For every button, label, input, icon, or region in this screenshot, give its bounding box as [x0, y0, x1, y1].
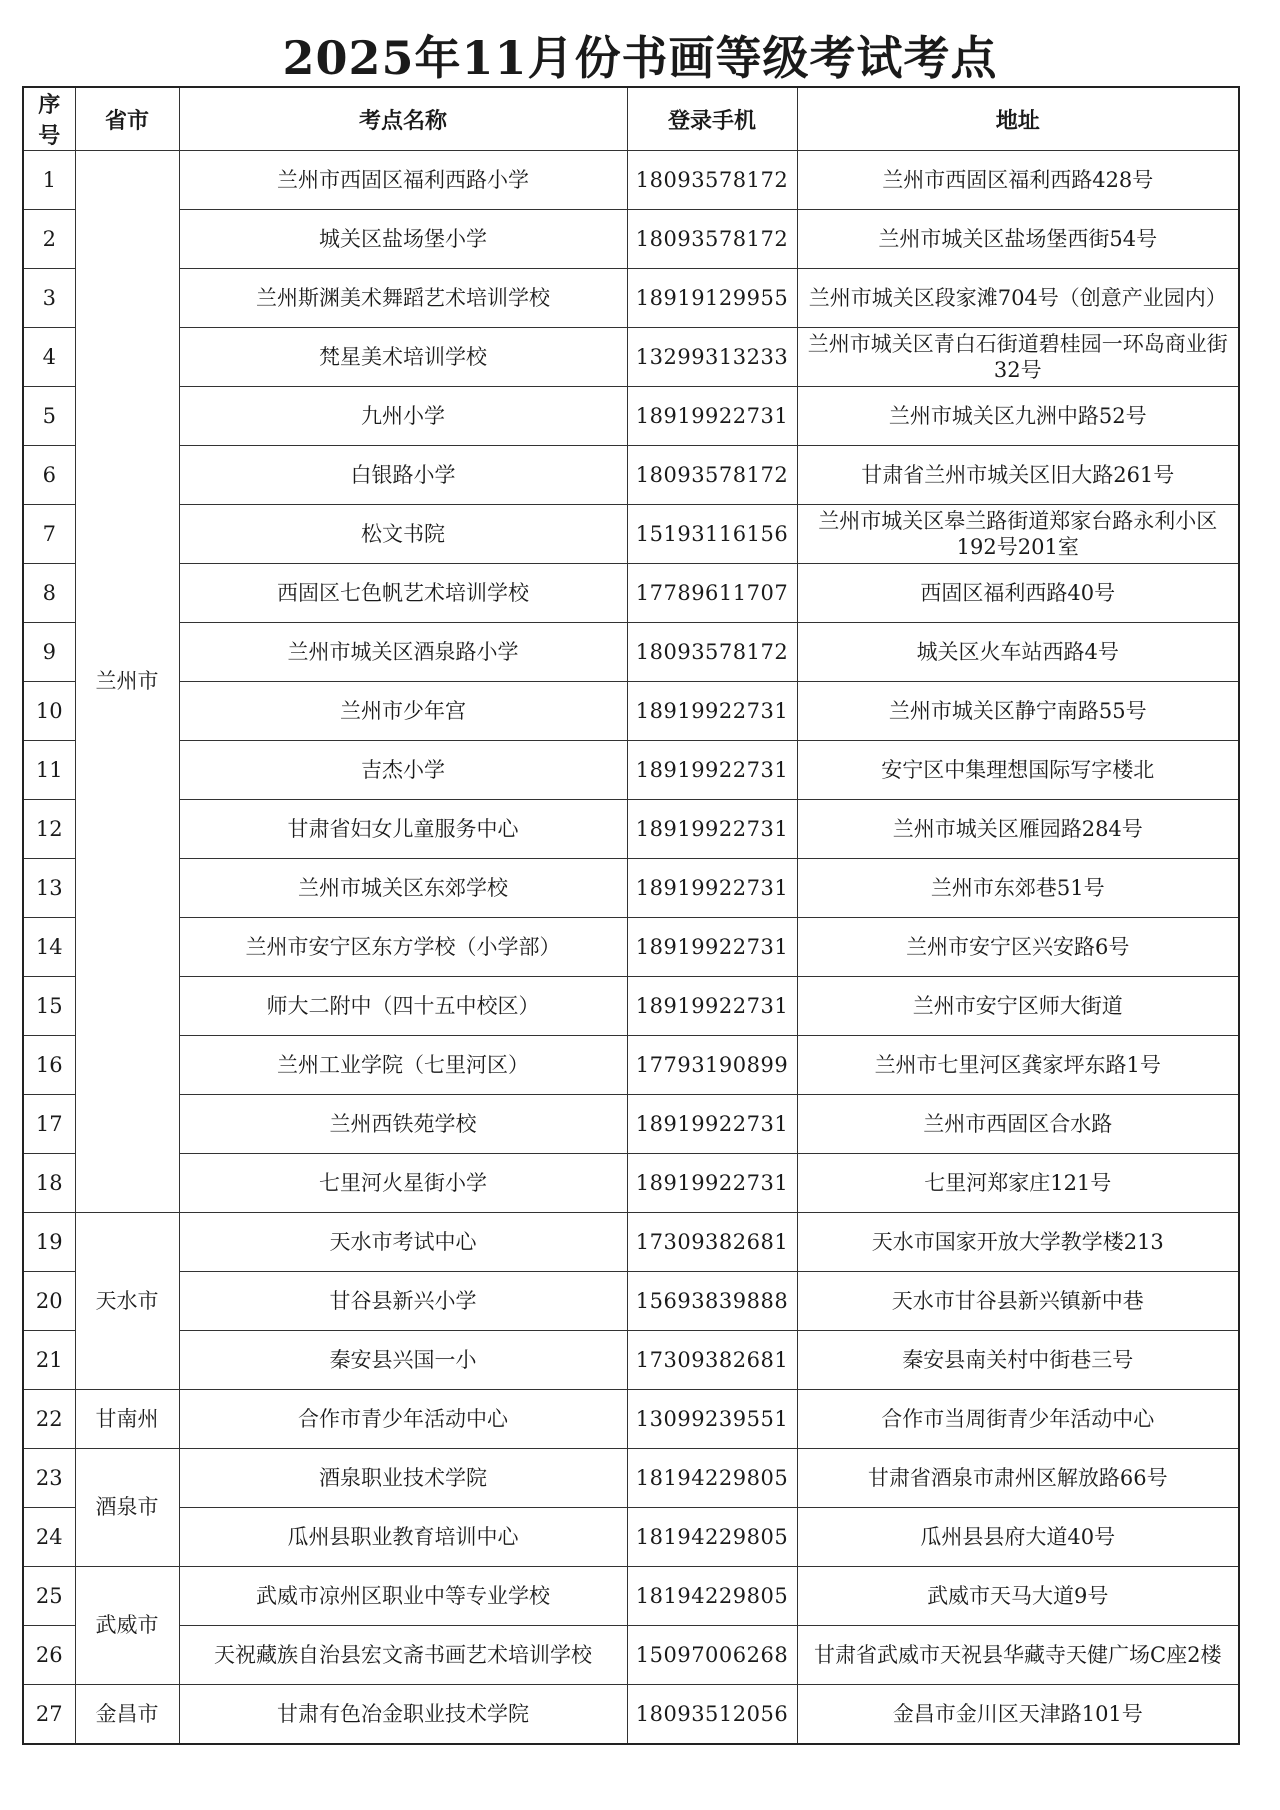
site-address: 兰州市安宁区师大街道 — [797, 977, 1239, 1036]
site-address: 兰州市西固区合水路 — [797, 1095, 1239, 1154]
site-address: 兰州市安宁区兴安路6号 — [797, 918, 1239, 977]
site-name: 天水市考试中心 — [179, 1213, 627, 1272]
table-row — [23, 1449, 1239, 1508]
table-row — [23, 1685, 1239, 1745]
login-phone: 18919922731 — [627, 859, 797, 918]
row-number: 10 — [23, 682, 75, 741]
row-number: 14 — [23, 918, 75, 977]
site-name: 兰州市城关区东郊学校 — [179, 859, 627, 918]
site-name: 天祝藏族自治县宏文斋书画艺术培训学校 — [179, 1626, 627, 1685]
row-number: 13 — [23, 859, 75, 918]
table-row — [23, 1095, 1239, 1154]
table-row — [23, 918, 1239, 977]
city-cell: 天水市 — [75, 1213, 179, 1390]
login-phone: 18919922731 — [627, 1095, 797, 1154]
login-phone: 18194229805 — [627, 1449, 797, 1508]
site-name: 秦安县兴国一小 — [179, 1331, 627, 1390]
table-row — [23, 1272, 1239, 1331]
table-row — [23, 328, 1239, 387]
login-phone: 18919922731 — [627, 682, 797, 741]
site-address: 甘肃省兰州市城关区旧大路261号 — [797, 446, 1239, 505]
row-number: 2 — [23, 210, 75, 269]
header-row — [23, 87, 1239, 151]
site-name: 酒泉职业技术学院 — [179, 1449, 627, 1508]
site-address: 安宁区中集理想国际写字楼北 — [797, 741, 1239, 800]
site-address: 兰州市东郊巷51号 — [797, 859, 1239, 918]
site-name: 师大二附中（四十五中校区） — [179, 977, 627, 1036]
row-number: 18 — [23, 1154, 75, 1213]
site-name: 兰州市城关区酒泉路小学 — [179, 623, 627, 682]
login-phone: 18919129955 — [627, 269, 797, 328]
login-phone: 17789611707 — [627, 564, 797, 623]
table-row — [23, 210, 1239, 269]
site-name: 梵星美术培训学校 — [179, 328, 627, 387]
login-phone: 17309382681 — [627, 1213, 797, 1272]
login-phone: 18919922731 — [627, 977, 797, 1036]
table-row — [23, 977, 1239, 1036]
site-address: 武威市天马大道9号 — [797, 1567, 1239, 1626]
site-name: 甘肃有色冶金职业技术学院 — [179, 1685, 627, 1745]
row-number: 15 — [23, 977, 75, 1036]
login-phone: 18093578172 — [627, 446, 797, 505]
site-address: 七里河郑家庄121号 — [797, 1154, 1239, 1213]
site-address: 兰州市城关区九洲中路52号 — [797, 387, 1239, 446]
site-address: 甘肃省武威市天祝县华藏寺天健广场C座2楼 — [797, 1626, 1239, 1685]
site-name: 西固区七色帆艺术培训学校 — [179, 564, 627, 623]
table-row — [23, 859, 1239, 918]
header-no: 序号 — [23, 87, 75, 151]
row-number: 22 — [23, 1390, 75, 1449]
site-address: 兰州市城关区雁园路284号 — [797, 800, 1239, 859]
page-title: 2025年11月份书画等级考试考点 — [282, 31, 998, 85]
site-name: 武威市凉州区职业中等专业学校 — [179, 1567, 627, 1626]
table-row — [23, 1508, 1239, 1567]
table-row — [23, 269, 1239, 328]
site-name: 城关区盐场堡小学 — [179, 210, 627, 269]
table-row — [23, 1154, 1239, 1213]
table-row — [23, 1036, 1239, 1095]
login-phone: 18919922731 — [627, 918, 797, 977]
site-name: 兰州西铁苑学校 — [179, 1095, 627, 1154]
site-address: 兰州市城关区静宁南路55号 — [797, 682, 1239, 741]
table-row — [23, 387, 1239, 446]
row-number: 7 — [23, 505, 75, 564]
login-phone: 18919922731 — [627, 800, 797, 859]
login-phone: 17793190899 — [627, 1036, 797, 1095]
table-row — [23, 446, 1239, 505]
row-number: 11 — [23, 741, 75, 800]
row-number: 9 — [23, 623, 75, 682]
login-phone: 18194229805 — [627, 1508, 797, 1567]
login-phone: 18093578172 — [627, 623, 797, 682]
row-number: 5 — [23, 387, 75, 446]
row-number: 6 — [23, 446, 75, 505]
site-name: 甘谷县新兴小学 — [179, 1272, 627, 1331]
site-name: 兰州市西固区福利西路小学 — [179, 151, 627, 210]
site-address: 兰州市城关区段家滩704号（创意产业园内） — [797, 269, 1239, 328]
row-number: 26 — [23, 1626, 75, 1685]
login-phone: 18093578172 — [627, 210, 797, 269]
table-row — [23, 682, 1239, 741]
row-number: 3 — [23, 269, 75, 328]
city-cell: 武威市 — [75, 1567, 179, 1685]
table-row — [23, 564, 1239, 623]
site-address: 兰州市城关区青白石街道碧桂园一环岛商业街32号 — [797, 328, 1239, 387]
site-name: 兰州市安宁区东方学校（小学部） — [179, 918, 627, 977]
site-address: 兰州市七里河区龚家坪东路1号 — [797, 1036, 1239, 1095]
row-number: 19 — [23, 1213, 75, 1272]
site-name: 兰州市少年宫 — [179, 682, 627, 741]
table-row — [23, 505, 1239, 564]
site-name: 兰州工业学院（七里河区） — [179, 1036, 627, 1095]
row-number: 16 — [23, 1036, 75, 1095]
table-body — [23, 151, 1239, 1745]
row-number: 21 — [23, 1331, 75, 1390]
row-number: 8 — [23, 564, 75, 623]
city-cell: 甘南州 — [75, 1390, 179, 1449]
site-name: 吉杰小学 — [179, 741, 627, 800]
table-row — [23, 741, 1239, 800]
site-name: 合作市青少年活动中心 — [179, 1390, 627, 1449]
site-address: 天水市国家开放大学教学楼213 — [797, 1213, 1239, 1272]
row-number: 23 — [23, 1449, 75, 1508]
city-cell: 酒泉市 — [75, 1449, 179, 1567]
table-row — [23, 1626, 1239, 1685]
table-row — [23, 1390, 1239, 1449]
table-row — [23, 1213, 1239, 1272]
site-name: 瓜州县职业教育培训中心 — [179, 1508, 627, 1567]
table-row — [23, 151, 1239, 210]
table-row — [23, 623, 1239, 682]
login-phone: 17309382681 — [627, 1331, 797, 1390]
row-number: 24 — [23, 1508, 75, 1567]
login-phone: 18093578172 — [627, 151, 797, 210]
site-address: 兰州市城关区皋兰路街道郑家台路永利小区192号201室 — [797, 505, 1239, 564]
site-address: 合作市当周街青少年活动中心 — [797, 1390, 1239, 1449]
site-address: 甘肃省酒泉市肃州区解放路66号 — [797, 1449, 1239, 1508]
header-city: 省市 — [75, 87, 179, 151]
row-number: 1 — [23, 151, 75, 210]
row-number: 12 — [23, 800, 75, 859]
login-phone: 13299313233 — [627, 328, 797, 387]
login-phone: 15193116156 — [627, 505, 797, 564]
header-address: 地址 — [797, 87, 1239, 151]
site-address: 瓜州县县府大道40号 — [797, 1508, 1239, 1567]
table-row — [23, 1331, 1239, 1390]
login-phone: 18919922731 — [627, 387, 797, 446]
site-address: 兰州市西固区福利西路428号 — [797, 151, 1239, 210]
login-phone: 13099239551 — [627, 1390, 797, 1449]
table-row — [23, 1567, 1239, 1626]
site-address: 城关区火车站西路4号 — [797, 623, 1239, 682]
header-phone: 登录手机 — [627, 87, 797, 151]
site-name: 松文书院 — [179, 505, 627, 564]
site-name: 白银路小学 — [179, 446, 627, 505]
row-number: 27 — [23, 1685, 75, 1745]
exam-sites-table — [22, 86, 1240, 1745]
city-cell: 金昌市 — [75, 1685, 179, 1745]
row-number: 17 — [23, 1095, 75, 1154]
city-cell: 兰州市 — [75, 151, 179, 1213]
site-address: 金昌市金川区天津路101号 — [797, 1685, 1239, 1745]
site-address: 兰州市城关区盐场堡西街54号 — [797, 210, 1239, 269]
login-phone: 18919922731 — [627, 741, 797, 800]
row-number: 20 — [23, 1272, 75, 1331]
site-name: 兰州斯渊美术舞蹈艺术培训学校 — [179, 269, 627, 328]
row-number: 4 — [23, 328, 75, 387]
site-name: 九州小学 — [179, 387, 627, 446]
login-phone: 18093512056 — [627, 1685, 797, 1745]
login-phone: 15097006268 — [627, 1626, 797, 1685]
header-site-name: 考点名称 — [179, 87, 627, 151]
row-number: 25 — [23, 1567, 75, 1626]
table-row — [23, 800, 1239, 859]
login-phone: 18919922731 — [627, 1154, 797, 1213]
site-address: 秦安县南关村中街巷三号 — [797, 1331, 1239, 1390]
site-address: 西固区福利西路40号 — [797, 564, 1239, 623]
site-name: 七里河火星街小学 — [179, 1154, 627, 1213]
login-phone: 15693839888 — [627, 1272, 797, 1331]
site-name: 甘肃省妇女儿童服务中心 — [179, 800, 627, 859]
login-phone: 18194229805 — [627, 1567, 797, 1626]
site-address: 天水市甘谷县新兴镇新中巷 — [797, 1272, 1239, 1331]
